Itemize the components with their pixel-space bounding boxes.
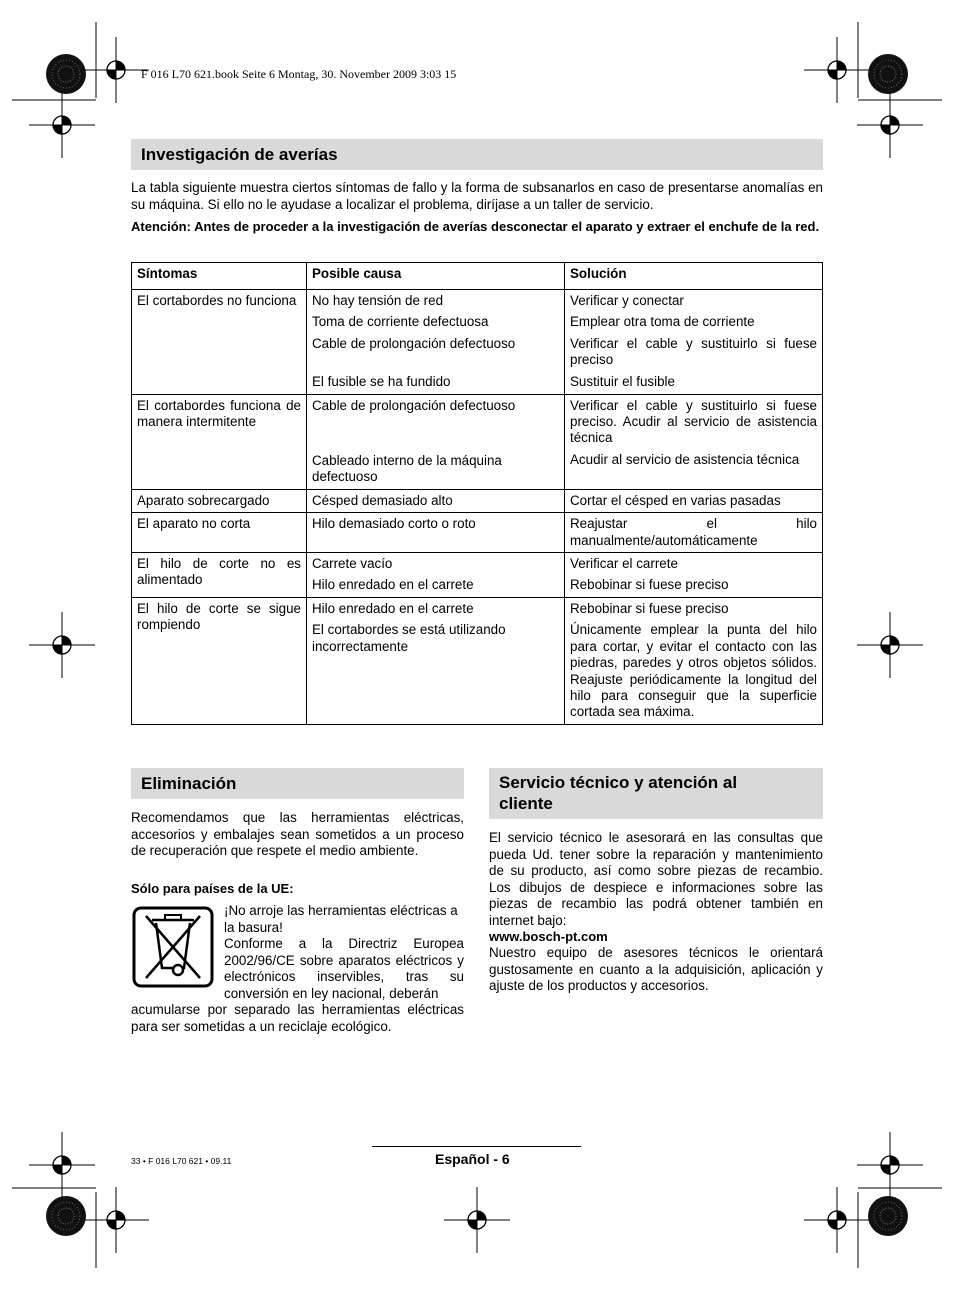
cause-item: El cortabordes se está utilizando incorrectamente <box>312 622 506 654</box>
header-solution: Solución <box>565 263 823 290</box>
troubleshooting-title: Investigación de averías <box>141 145 338 164</box>
table-row <box>132 489 823 512</box>
cause-item: Carrete vacío <box>312 556 393 572</box>
troubleshooting-intro: La tabla siguiente muestra ciertos síntomas de fallo y la forma de subsanarlos en caso de presentarse anomalías en su máquina. Si ello no le ayudase a localizar el problema, diríjase a un taller de servicio. <box>131 180 823 212</box>
symptom-cell: El aparato no corta <box>132 513 307 553</box>
table-row <box>132 290 823 395</box>
service-title-line1: Servicio técnico y atención al <box>499 773 738 792</box>
cause-item: No hay tensión de red <box>312 293 444 308</box>
disposal-eu-text-2: Conforme a la Directriz Europea 2002/96/CE sobre aparatos eléctricos y electrónicos inservibles, tras su conversión en ley nacional, deberán <box>224 936 464 1001</box>
symptom-cell: El hilo de corte se sigue rompiendo <box>132 597 307 724</box>
cause-item: Cable de prolongación defectuoso <box>312 335 516 351</box>
cause-cell <box>307 290 565 395</box>
solution-cell <box>565 489 823 512</box>
service-title-line2: cliente <box>499 794 553 813</box>
header-cause: Posible causa <box>307 263 565 290</box>
solution-cell <box>565 394 823 489</box>
solution-item: Emplear otra toma de corriente <box>570 314 755 330</box>
table-row <box>132 513 823 553</box>
cause-item: Cable de prolongación defectuoso <box>312 397 516 413</box>
solution-item: Acudir al servicio de asistencia técnica <box>570 451 800 467</box>
footer-code: 33 • F 016 L70 621 • 09.11 <box>131 1156 232 1166</box>
table-header-row <box>132 263 823 290</box>
solution-item: Sustituir el fusible <box>570 373 675 389</box>
cause-item: Hilo demasiado corto o roto <box>312 516 476 532</box>
disposal-eu-text-1: ¡No arroje las herramientas eléctricas a la basura! <box>224 903 458 935</box>
solution-cell <box>565 513 823 553</box>
cause-cell <box>307 489 565 512</box>
troubleshooting-warning: Atención: Antes de proceder a la investigación de averías desconectar el aparato y extraer el enchufe de la red. <box>131 219 820 234</box>
cause-cell <box>307 597 565 724</box>
troubleshooting-table <box>131 262 823 725</box>
solution-item: Únicamente emplear la punta del hilo para cortar, y evitar el contacto con las piedras, paredes y otros objetos sólidos. Reajuste periódicamente la longitud del hilo para conseguir que la superficie cortada sea máxima. <box>570 622 817 720</box>
symptom-cell: El hilo de corte no es alimentado <box>132 553 307 598</box>
solution-item: Rebobinar si fuese preciso <box>570 577 729 593</box>
solution-item: Rebobinar si fuese preciso <box>570 600 729 616</box>
crossed-bin-icon <box>132 906 214 988</box>
solution-item: Verificar el cable y sustituirlo si fuese preciso <box>570 335 817 368</box>
cause-item: Toma de corriente defectuosa <box>312 314 489 330</box>
cause-cell <box>307 513 565 553</box>
solution-item: Verificar el cable y sustituirlo si fuese preciso. Acudir al servicio de asistencia técnica <box>570 397 817 446</box>
header-symptoms: Síntomas <box>132 263 307 290</box>
table-row <box>132 597 823 724</box>
solution-cell <box>565 290 823 395</box>
symptom-cell: El cortabordes no funciona <box>132 290 307 395</box>
table-row <box>132 394 823 489</box>
cause-cell <box>307 394 565 489</box>
cause-item: Hilo enredado en el carrete <box>312 600 474 616</box>
solution-item: Reajustar el hilo manualmente/automáticamente <box>570 516 817 548</box>
page-number: Español - 6 <box>435 1151 510 1167</box>
solution-item: Cortar el césped en varias pasadas <box>570 492 781 508</box>
service-url[interactable]: www.bosch-pt.com <box>489 929 608 944</box>
print-header: F 016 L70 621.book Seite 6 Montag, 30. November 2009 3:03 15 <box>141 67 457 81</box>
cause-item: Cableado interno de la máquina defectuoso <box>312 453 502 485</box>
cause-item: Césped demasiado alto <box>312 492 453 508</box>
solution-cell <box>565 553 823 598</box>
disposal-text: Recomendamos que las herramientas eléctricas, accesorios y embalajes sean sometidos a un proceso de recuperación que respete el medio ambiente. <box>131 810 464 859</box>
solution-cell <box>565 597 823 724</box>
service-text: El servicio técnico le asesorará en las consultas que pueda Ud. tener sobre la reparación y mantenimiento de su producto, así como sobre piezas de recambio. Los dibujos de despiece e informaciones sobre las piezas de recambio las podrá obtener también en internet bajo: <box>489 830 823 928</box>
cause-item: El fusible se ha fundido <box>312 374 451 390</box>
solution-item: Verificar y conectar <box>570 293 684 308</box>
disposal-title: Eliminación <box>141 774 237 793</box>
symptom-cell: El cortabordes funciona de manera intermitente <box>132 394 307 489</box>
footer-rule <box>372 1146 581 1147</box>
table-row <box>132 553 823 598</box>
symptom-cell: Aparato sobrecargado <box>132 489 307 512</box>
disposal-eu-text-3: acumularse por separado las herramientas eléctricas para ser sometidas a un reciclaje ecológico. <box>131 1002 464 1034</box>
solution-item: Verificar el carrete <box>570 556 678 572</box>
cause-item: Hilo enredado en el carrete <box>312 577 474 593</box>
disposal-eu-label: Sólo para países de la UE: <box>131 881 294 896</box>
cause-cell <box>307 553 565 598</box>
service-text-2: Nuestro equipo de asesores técnicos le orientará gustosamente en cuanto a la adquisición, aplicación y ajuste de los productos y accesorios. <box>489 945 823 994</box>
